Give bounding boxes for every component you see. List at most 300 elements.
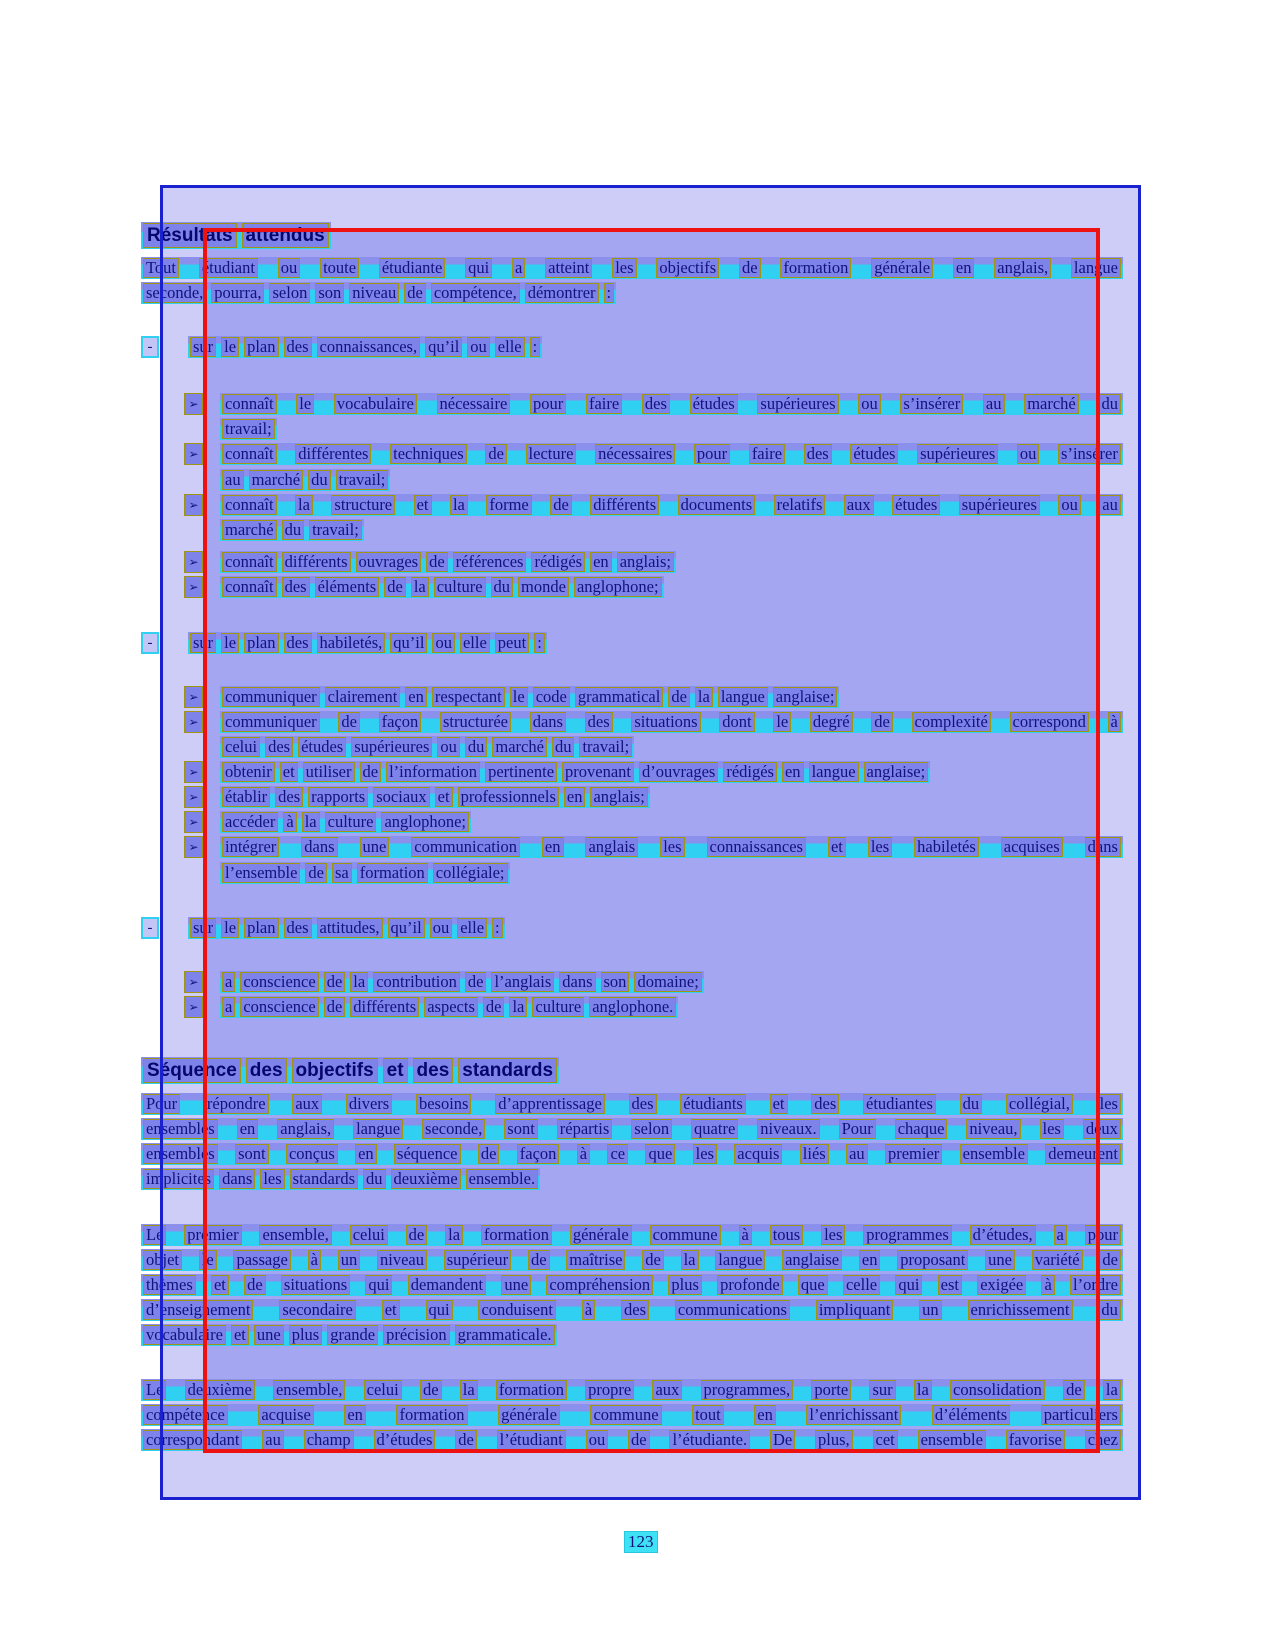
word-highlight: références	[453, 552, 527, 572]
word-highlight: champ	[304, 1430, 354, 1450]
word-highlight: l’étudiant	[497, 1430, 566, 1450]
word-highlight: marché	[492, 737, 547, 757]
word-highlight: connaissances,	[317, 337, 421, 357]
word-highlight: l’enrichissant	[806, 1405, 901, 1425]
word-highlight: elle	[495, 337, 525, 357]
word-highlight: du	[491, 577, 514, 597]
text-line	[220, 786, 650, 808]
word-highlight: connaît	[222, 495, 277, 515]
word-highlight: formation	[481, 1225, 552, 1245]
arrow-bullet-icon: ➢	[184, 786, 203, 808]
word-highlight: Tout	[143, 258, 179, 278]
word-highlight: maîtrise	[566, 1250, 625, 1270]
word-highlight: les	[612, 258, 636, 278]
word-highlight: code	[533, 687, 570, 707]
word-highlight: a	[1054, 1225, 1067, 1245]
word-highlight: au	[1099, 495, 1121, 515]
word-highlight: sur	[190, 633, 216, 653]
word-highlight: ou	[430, 918, 453, 938]
word-highlight: façon	[379, 712, 422, 732]
word-highlight: le	[221, 337, 239, 357]
word-highlight: l’ordre	[1070, 1275, 1121, 1295]
word-highlight: marché	[249, 470, 304, 490]
word-highlight: obtenir	[222, 762, 275, 782]
word-highlight: attitudes,	[317, 918, 383, 938]
word-highlight: dans	[219, 1169, 255, 1189]
word-highlight: pourra,	[211, 283, 264, 303]
word-highlight: d’enseignement	[143, 1300, 253, 1320]
word-highlight: des	[629, 1094, 657, 1114]
word-highlight: celui	[364, 1380, 402, 1400]
arrow-bullet-icon: ➢	[184, 393, 203, 415]
word-highlight: générale	[871, 258, 933, 278]
word-highlight: la	[302, 812, 320, 832]
word-highlight: complexité	[912, 712, 991, 732]
word-highlight: du	[1098, 1300, 1121, 1320]
word-highlight: des	[804, 444, 832, 464]
word-highlight: seconde,	[143, 283, 206, 303]
text-line	[220, 686, 839, 708]
word-highlight: de	[668, 687, 690, 707]
text-line	[220, 971, 704, 993]
word-highlight: les	[660, 837, 684, 857]
word-highlight: de	[1099, 1250, 1121, 1270]
word-highlight: la	[681, 1250, 699, 1270]
text-line	[220, 551, 676, 573]
word-highlight: la	[411, 577, 429, 597]
word-highlight: les	[693, 1144, 717, 1164]
word-highlight: Pour	[839, 1119, 876, 1139]
word-highlight: situations	[281, 1275, 350, 1295]
word-highlight: seconde,	[422, 1119, 485, 1139]
word-highlight: à	[577, 1144, 590, 1164]
word-highlight: exigée	[977, 1275, 1026, 1295]
word-highlight: et	[435, 787, 453, 807]
word-highlight: au	[983, 394, 1005, 414]
word-highlight: différentes	[295, 444, 371, 464]
word-highlight: correspondant	[143, 1430, 242, 1450]
word-highlight: différents	[590, 495, 659, 515]
word-highlight: en	[859, 1250, 881, 1270]
arrow-bullet-icon: ➢	[184, 761, 203, 783]
word-highlight: a	[222, 997, 235, 1017]
word-highlight: liés	[800, 1144, 829, 1164]
word-highlight: atteint	[545, 258, 592, 278]
word-highlight: la	[350, 972, 368, 992]
word-highlight: les	[1040, 1119, 1064, 1139]
word-highlight: que	[798, 1275, 828, 1295]
word-highlight: les	[868, 837, 892, 857]
word-highlight: générale	[498, 1405, 560, 1425]
word-highlight: que	[645, 1144, 675, 1164]
word-highlight: travail;	[336, 470, 389, 490]
word-highlight: qui	[365, 1275, 392, 1295]
word-highlight: conscience	[240, 997, 318, 1017]
arrow-bullet-icon: ➢	[184, 711, 203, 733]
word-highlight: collégiale;	[433, 863, 508, 883]
word-highlight: correspond	[1010, 712, 1089, 732]
word-highlight: et	[383, 1058, 408, 1083]
word-highlight: qu’il	[388, 918, 425, 938]
word-highlight: aux	[292, 1094, 322, 1114]
word-highlight: elle	[460, 633, 490, 653]
word-highlight: dont	[719, 712, 754, 732]
word-highlight: anglaise	[782, 1250, 842, 1270]
word-highlight: le	[510, 687, 528, 707]
word-highlight: s’insérer	[900, 394, 963, 414]
text-line	[220, 443, 1123, 465]
word-highlight: commune	[590, 1405, 661, 1425]
word-highlight: vocabulaire	[143, 1325, 226, 1345]
word-highlight: celui	[350, 1225, 388, 1245]
word-highlight: proposant	[897, 1250, 968, 1270]
word-highlight: supérieures	[917, 444, 998, 464]
word-highlight: la	[450, 495, 468, 515]
word-highlight: le	[199, 1250, 217, 1270]
word-highlight: sont	[235, 1144, 269, 1164]
word-highlight: langue	[718, 687, 768, 707]
word-highlight: le	[221, 633, 239, 653]
word-highlight: études	[690, 394, 738, 414]
word-highlight: communications	[675, 1300, 790, 1320]
text-line	[141, 1429, 1123, 1451]
word-highlight: dans	[559, 972, 595, 992]
word-highlight: objectifs	[656, 258, 719, 278]
word-highlight: de	[324, 972, 346, 992]
word-highlight: communication	[411, 837, 520, 857]
word-highlight: à	[1041, 1275, 1054, 1295]
word-highlight: du	[282, 520, 305, 540]
word-highlight: marché	[1024, 394, 1079, 414]
word-highlight: et	[382, 1300, 400, 1320]
word-highlight: ou	[278, 258, 301, 278]
word-highlight: thèmes	[143, 1275, 196, 1295]
word-highlight: acquises	[1001, 837, 1063, 857]
word-highlight: et	[414, 495, 432, 515]
word-highlight: étudiantes	[863, 1094, 936, 1114]
word-highlight: des	[284, 633, 312, 653]
word-highlight: le	[296, 394, 314, 414]
text-line	[188, 632, 547, 654]
word-highlight: formation	[780, 258, 851, 278]
word-highlight: anglais,	[994, 258, 1051, 278]
word-highlight: études	[892, 495, 940, 515]
text-line	[220, 711, 1123, 733]
word-highlight: de	[455, 1430, 477, 1450]
word-highlight: programmes,	[701, 1380, 794, 1400]
word-highlight: cet	[873, 1430, 898, 1450]
word-highlight: plan	[244, 918, 278, 938]
word-highlight: acquis	[734, 1144, 782, 1164]
word-highlight: consolidation	[950, 1380, 1045, 1400]
word-highlight: compétence	[143, 1405, 228, 1425]
word-highlight: connaît	[222, 394, 277, 414]
word-highlight: au	[222, 470, 244, 490]
word-highlight: d’ouvrages	[639, 762, 718, 782]
text-line	[188, 917, 505, 939]
word-highlight: en	[542, 837, 564, 857]
word-highlight: formation	[357, 863, 428, 883]
word-highlight: compétence,	[431, 283, 520, 303]
text-line	[141, 1274, 1123, 1296]
word-highlight: vocabulaire	[334, 394, 417, 414]
text-line	[220, 418, 277, 440]
arrow-bullet-icon: ➢	[184, 686, 203, 708]
word-highlight: de	[739, 258, 761, 278]
word-highlight: supérieur	[444, 1250, 511, 1270]
word-highlight: en	[590, 552, 612, 572]
word-highlight: impliquant	[816, 1300, 894, 1320]
word-highlight: contribution	[373, 972, 460, 992]
word-highlight: travail;	[309, 520, 362, 540]
word-highlight: anglophone;	[574, 577, 662, 597]
arrow-bullet-icon: ➢	[184, 811, 203, 833]
word-highlight: demeurent	[1045, 1144, 1121, 1164]
word-highlight: du	[465, 737, 488, 757]
word-highlight: premier	[184, 1225, 241, 1245]
word-highlight: sur	[190, 918, 216, 938]
word-highlight: niveaux.	[757, 1119, 819, 1139]
text-line	[141, 1168, 540, 1190]
word-highlight: études	[298, 737, 346, 757]
text-line	[220, 469, 390, 491]
word-highlight: lecture	[526, 444, 577, 464]
word-highlight: des	[284, 337, 312, 357]
word-highlight: du	[1098, 394, 1121, 414]
word-highlight: ou	[467, 337, 490, 357]
arrow-bullet-icon: ➢	[184, 443, 203, 465]
word-highlight: celle	[843, 1275, 880, 1295]
word-highlight: différents	[282, 552, 351, 572]
word-highlight: en	[344, 1405, 366, 1425]
text-line	[141, 1379, 1123, 1401]
word-highlight: étudiant	[199, 258, 258, 278]
word-highlight: de	[465, 972, 487, 992]
word-highlight: elle	[457, 918, 487, 938]
word-highlight: connaît	[222, 444, 277, 464]
word-highlight: d’apprentissage	[495, 1094, 605, 1114]
word-highlight: d’éléments	[932, 1405, 1010, 1425]
word-highlight: anglais	[585, 837, 638, 857]
word-highlight: à	[1108, 712, 1121, 732]
word-highlight: commune	[650, 1225, 721, 1245]
word-highlight: de	[550, 495, 572, 515]
text-line	[220, 862, 510, 884]
dash-bullet-icon: -	[141, 336, 159, 358]
word-highlight: structurée	[440, 712, 511, 732]
word-highlight: sont	[504, 1119, 538, 1139]
word-highlight: aux	[844, 495, 874, 515]
word-highlight: séquence	[394, 1144, 460, 1164]
word-highlight: :	[492, 918, 503, 938]
word-highlight: en	[953, 258, 975, 278]
word-highlight: des	[275, 787, 303, 807]
word-highlight: plan	[244, 337, 278, 357]
word-highlight: des	[811, 1094, 839, 1114]
word-highlight: structure	[331, 495, 395, 515]
text-line	[220, 519, 364, 541]
word-highlight: de	[871, 712, 893, 732]
word-highlight: langue	[809, 762, 859, 782]
word-highlight: ou	[858, 394, 881, 414]
word-highlight: standards	[458, 1058, 557, 1083]
word-highlight: le	[221, 918, 239, 938]
arrow-bullet-icon: ➢	[184, 576, 203, 598]
word-highlight: Le	[143, 1225, 166, 1245]
word-highlight: collégial,	[1006, 1094, 1073, 1114]
word-highlight: et	[770, 1094, 788, 1114]
word-highlight: compréhension	[546, 1275, 653, 1295]
word-highlight: qu’il	[390, 633, 427, 653]
word-highlight: éléments	[315, 577, 380, 597]
word-highlight: toute	[320, 258, 359, 278]
word-highlight: documents	[678, 495, 756, 515]
word-highlight: étudiante	[379, 258, 445, 278]
word-highlight: a	[222, 972, 235, 992]
word-highlight: établir	[222, 787, 270, 807]
word-highlight: travail;	[222, 419, 275, 439]
word-highlight: le	[773, 712, 791, 732]
word-highlight: son	[315, 283, 344, 303]
word-highlight: de	[426, 552, 448, 572]
word-highlight: de	[384, 577, 406, 597]
word-highlight: en	[564, 787, 586, 807]
word-highlight: deux	[1083, 1119, 1121, 1139]
word-highlight: de	[478, 1144, 500, 1164]
word-highlight: une	[360, 837, 390, 857]
word-highlight: études	[850, 444, 898, 464]
word-highlight: d’études	[374, 1430, 436, 1450]
word-highlight: conduisent	[478, 1300, 556, 1320]
word-highlight: la	[695, 687, 713, 707]
text-line	[141, 1093, 1123, 1115]
word-highlight: façon	[517, 1144, 560, 1164]
word-highlight: anglophone.	[589, 997, 676, 1017]
word-highlight: du	[552, 737, 575, 757]
word-highlight: des	[284, 918, 312, 938]
word-highlight: conscience	[240, 972, 318, 992]
word-highlight: de	[406, 1225, 428, 1245]
word-highlight: culture	[325, 812, 377, 832]
word-highlight: ou	[1058, 495, 1081, 515]
word-highlight: premier	[885, 1144, 942, 1164]
word-highlight: l’anglais	[491, 972, 554, 992]
word-highlight: à	[739, 1225, 752, 1245]
word-highlight: aspects	[424, 997, 478, 1017]
word-highlight: habiletés	[914, 837, 979, 857]
word-highlight: de	[244, 1275, 266, 1295]
word-highlight: et	[211, 1275, 229, 1295]
word-highlight: des	[642, 394, 670, 414]
word-highlight: formation	[496, 1380, 567, 1400]
word-highlight: degré	[810, 712, 853, 732]
word-highlight: niveau,	[966, 1119, 1020, 1139]
word-highlight: sur	[869, 1380, 895, 1400]
word-highlight: sa	[332, 863, 352, 883]
word-highlight: acquise	[258, 1405, 313, 1425]
word-highlight: secondaire	[279, 1300, 356, 1320]
word-highlight: qui	[895, 1275, 922, 1295]
word-highlight: de	[528, 1250, 550, 1270]
text-line	[141, 282, 616, 304]
arrow-bullet-icon: ➢	[184, 971, 203, 993]
word-highlight: deuxième	[185, 1380, 255, 1400]
word-highlight: ouvrages	[356, 552, 422, 572]
word-highlight: ou	[432, 633, 455, 653]
word-highlight: qui	[465, 258, 492, 278]
word-highlight: objectifs	[292, 1058, 378, 1083]
word-highlight: ensembles	[143, 1119, 218, 1139]
word-highlight: enrichissement	[968, 1300, 1073, 1320]
page-number: 123	[624, 1531, 658, 1553]
word-highlight: monde	[518, 577, 569, 597]
word-highlight: de	[324, 997, 346, 1017]
word-highlight: les	[260, 1169, 284, 1189]
word-highlight: qu’il	[425, 337, 462, 357]
text-line	[141, 1404, 1123, 1426]
word-highlight: relatifs	[774, 495, 826, 515]
word-highlight: des	[413, 1058, 454, 1083]
word-highlight: l’ensemble	[222, 863, 300, 883]
word-highlight: en	[405, 687, 427, 707]
word-highlight: la	[914, 1380, 932, 1400]
word-highlight: respectant	[432, 687, 505, 707]
word-highlight: profonde	[717, 1275, 783, 1295]
word-highlight: une	[254, 1325, 284, 1345]
word-highlight: des	[265, 737, 293, 757]
word-highlight: demandent	[408, 1275, 486, 1295]
word-highlight: au	[262, 1430, 284, 1450]
word-highlight: ou	[586, 1430, 609, 1450]
word-highlight: domaine;	[634, 972, 701, 992]
word-highlight: attendus	[242, 223, 329, 248]
word-highlight: de	[483, 997, 505, 1017]
word-highlight: culture	[434, 577, 486, 597]
word-highlight: dans	[301, 837, 337, 857]
word-highlight: un	[338, 1250, 361, 1270]
word-highlight: à	[308, 1250, 321, 1270]
word-highlight: dans	[1085, 837, 1121, 857]
word-highlight: de	[420, 1380, 442, 1400]
word-highlight: connaît	[222, 552, 277, 572]
word-highlight: connaissances	[707, 837, 806, 857]
word-highlight: propre	[585, 1380, 634, 1400]
word-highlight: les	[1097, 1094, 1121, 1114]
word-highlight: programmes	[863, 1225, 951, 1245]
word-highlight: porte	[811, 1380, 851, 1400]
word-highlight: étudiants	[680, 1094, 746, 1114]
word-highlight: tous	[770, 1225, 804, 1245]
word-highlight: plus,	[815, 1430, 853, 1450]
word-highlight: à	[283, 812, 296, 832]
word-highlight: un	[919, 1300, 942, 1320]
text-line	[188, 336, 542, 358]
text-line	[141, 1249, 1123, 1271]
word-highlight: du	[363, 1169, 386, 1189]
word-highlight: peut	[495, 633, 529, 653]
word-highlight: du	[308, 470, 331, 490]
word-highlight: générale	[570, 1225, 632, 1245]
word-highlight: marché	[222, 520, 277, 540]
word-highlight: grande	[327, 1325, 378, 1345]
word-highlight: anglophone;	[381, 812, 469, 832]
word-highlight: pertinente	[485, 762, 557, 782]
word-highlight: De	[770, 1430, 795, 1450]
arrow-bullet-icon: ➢	[184, 836, 203, 858]
word-highlight: faire	[586, 394, 622, 414]
word-highlight: des	[621, 1300, 649, 1320]
text-line	[220, 811, 471, 833]
